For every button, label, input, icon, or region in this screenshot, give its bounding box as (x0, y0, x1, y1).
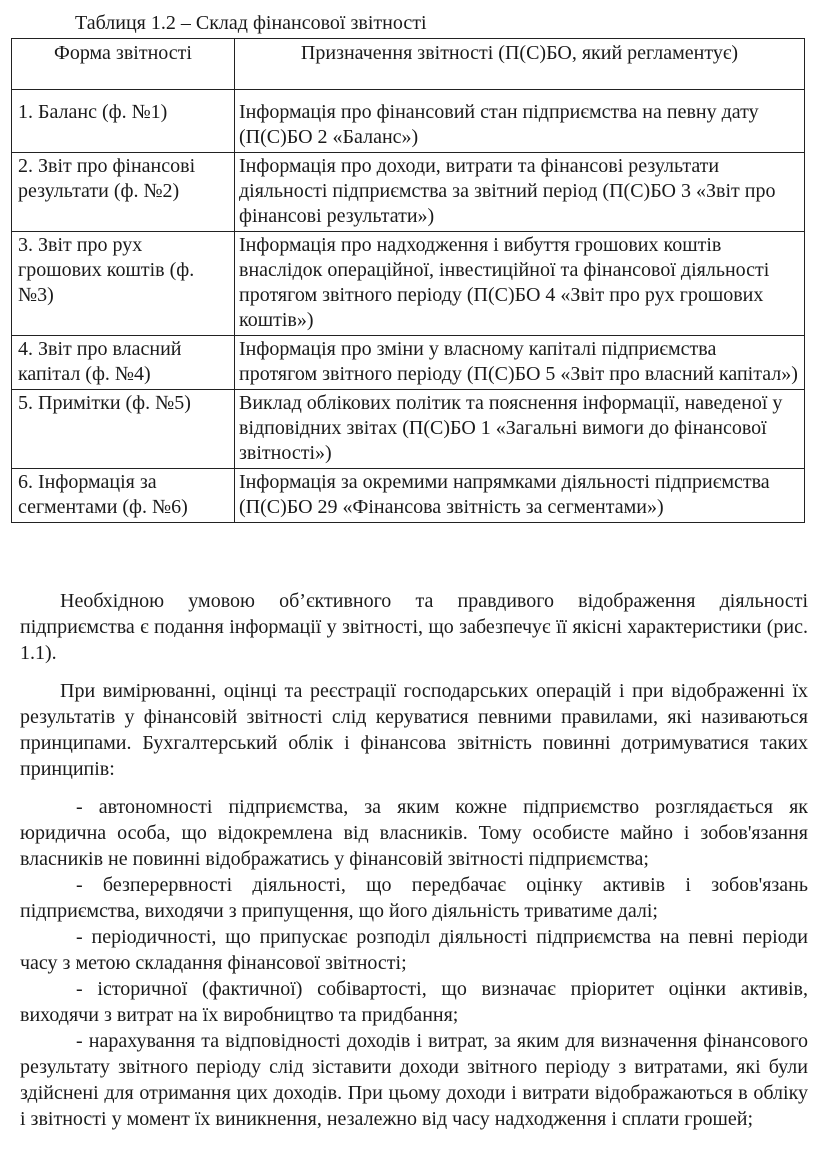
table-row (12, 336, 805, 390)
form-cell: 1. Баланс (ф. №1) (12, 90, 235, 153)
header-form: Форма звітності (12, 39, 235, 90)
principle-item: - автономності підприємства, за яким кожне підприємство розглядається як юридична особа, що відокремлена від власників. Тому особисте майно і зобов'язання власників не повинні відображатись у фінансовій звітності підприємства; (20, 796, 808, 870)
purpose-cell: Інформація про зміни у власному капіталі підприємства протягом звітного періоду (П(С)БО 5 «Звіт про власний капітал») (235, 336, 805, 390)
table-caption: Таблиця 1.2 – Склад фінансової звітності (75, 12, 427, 34)
paragraph: При вимірюванні, оцінці та реєстрації господарських операцій і при відображенні їх результатів у фінансовій звітності слід керуватися певними правилами, які називаються принципами. Бухгалтерський облік і фінансова звітність повинні дотримуватися таких принципів: (20, 680, 808, 780)
purpose-cell: Інформація про доходи, витрати та фінансові результати діяльності підприємства за звітний період (П(С)БО 3 «Звіт про фінансові результати») (235, 153, 805, 232)
table-header-row (12, 39, 805, 90)
form-cell: 4. Звіт про власний капітал (ф. №4) (12, 336, 235, 390)
form-cell: 3. Звіт про рух грошових коштів (ф. №3) (12, 232, 235, 336)
form-cell: 2. Звіт про фінансові результати (ф. №2) (12, 153, 235, 232)
financial-statements-table (11, 38, 805, 523)
body-text (20, 588, 808, 1132)
principle-item: - нарахування та відповідності доходів і витрат, за яким для визначення фінансового результату звітного періоду слід зіставити доходи звітного періоду з витратами, які були здійснені для отримання цих доходів. При цьому доходи і витрати відображаються в обліку і звітності у момент їх виникнення, незалежно від часу надходження і сплати грошей; (20, 1030, 808, 1130)
principle-item: - періодичності, що припускає розподіл діяльності підприємства на певні періоди часу з метою складання фінансової звітності; (20, 926, 808, 974)
form-cell: 6. Інформація за сегментами (ф. №6) (12, 469, 235, 523)
purpose-cell: Інформація за окремими напрямками діяльності підприємства (П(С)БО 29 «Фінансова звітність за сегментами») (235, 469, 805, 523)
table-row (12, 90, 805, 153)
purpose-cell: Інформація про фінансовий стан підприємства на певну дату (П(С)БО 2 «Баланс») (235, 90, 805, 153)
paragraph: Необхідною умовою об’єктивного та правдивого відображення діяльності підприємства є подання інформації у звітності, що забезпечує її якісні характеристики (рис. 1.1). (20, 590, 808, 664)
header-purpose: Призначення звітності (П(С)БО, який регламентує) (235, 39, 805, 90)
table-row (12, 390, 805, 469)
purpose-cell: Інформація про надходження і вибуття грошових коштів внаслідок операційної, інвестиційної та фінансової діяльності протягом звітного періоду (П(С)БО 4 «Звіт про рух грошових коштів») (235, 232, 805, 336)
table-row (12, 232, 805, 336)
table-row (12, 469, 805, 523)
table-row (12, 153, 805, 232)
purpose-cell: Виклад облікових політик та пояснення інформації, наведеної у відповідних звітах (П(С)БО 1 «Загальні вимоги до фінансової звітності») (235, 390, 805, 469)
form-cell: 5. Примітки (ф. №5) (12, 390, 235, 469)
principle-item: - історичної (фактичної) собівартості, що визначає пріоритет оцінки активів, виходячи з витрат на їх виробництво та придбання; (20, 978, 808, 1026)
principle-item: - безперервності діяльності, що передбачає оцінку активів і зобов'язань підприємства, виходячи з припущення, що його діяльність триватиме далі; (20, 874, 808, 922)
